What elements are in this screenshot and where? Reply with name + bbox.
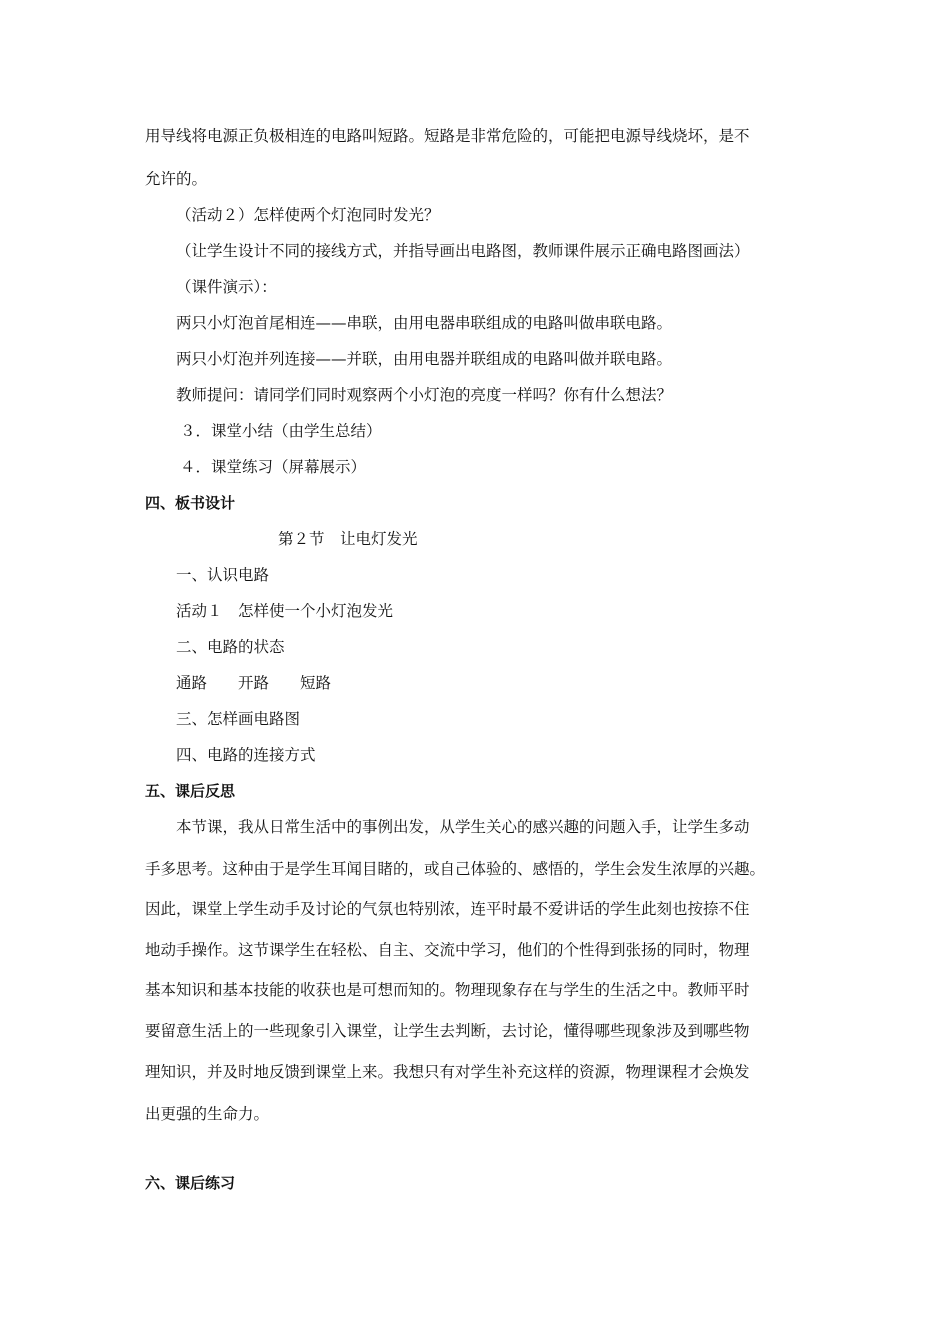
paragraph-line: 地动手操作。这节课学生在轻松、自主、交流中学习，他们的个性得到张扬的同时，物理 [145, 941, 750, 959]
text-line: （活动２）怎样使两个灯泡同时发光？ [176, 206, 440, 224]
text-line: （让学生设计不同的接线方式，并指导画出电路图，教师课件展示正确电路图画法） [176, 242, 750, 260]
text-line: 两只小灯泡首尾相连——串联，由用电器串联组成的电路叫做串联电路。 [176, 314, 673, 332]
section-heading: 五、课后反思 [145, 782, 236, 800]
board-item: 通路 开路 短路 [176, 674, 332, 692]
paragraph-line: 出更强的生命力。 [145, 1105, 270, 1123]
board-title: 第２节 让电灯发光 [278, 530, 418, 548]
text-line: 允许的。 [145, 170, 208, 188]
section-heading: 四、板书设计 [145, 494, 236, 512]
board-item: 四、电路的连接方式 [176, 746, 316, 764]
paragraph-line: 理知识，并及时地反馈到课堂上来。我想只有对学生补充这样的资源，物理课程才会焕发 [145, 1063, 750, 1081]
paragraph-line: 本节课，我从日常生活中的事例出发，从学生关心的感兴趣的问题入手，让学生多动 [176, 818, 750, 836]
paragraph-line: 基本知识和基本技能的收获也是可想而知的。物理现象存在与学生的生活之中。教师平时 [145, 981, 750, 999]
paragraph-line: 要留意生活上的一些现象引入课堂，让学生去判断，去讨论，懂得哪些现象涉及到哪些物 [145, 1022, 750, 1040]
board-item: 二、电路的状态 [176, 638, 285, 656]
board-item: 活动１ 怎样使一个小灯泡发光 [176, 602, 394, 620]
text-line: 两只小灯泡并列连接——并联，由用电器并联组成的电路叫做并联电路。 [176, 350, 673, 368]
board-item: 三、怎样画电路图 [176, 710, 301, 728]
text-line: 用导线将电源正负极相连的电路叫短路。短路是非常危险的，可能把电源导线烧坏，是不 [145, 127, 750, 145]
section-heading: 六、课后练习 [145, 1174, 236, 1192]
paragraph-line: 手多思考。这种由于是学生耳闻目睹的，或自己体验的、感悟的，学生会发生浓厚的兴趣。 [145, 860, 766, 878]
text-line: 教师提问：请同学们同时观察两个小灯泡的亮度一样吗？你有什么想法？ [176, 386, 673, 404]
text-line: ４．课堂练习（屏幕展示） [180, 458, 367, 476]
text-line: （课件演示）： [176, 278, 277, 296]
paragraph-line: 因此，课堂上学生动手及讨论的气氛也特别浓，连平时最不爱讲话的学生此刻也按捺不住 [145, 900, 750, 918]
text-line: ３．课堂小结（由学生总结） [180, 422, 382, 440]
board-item: 一、认识电路 [176, 566, 270, 584]
